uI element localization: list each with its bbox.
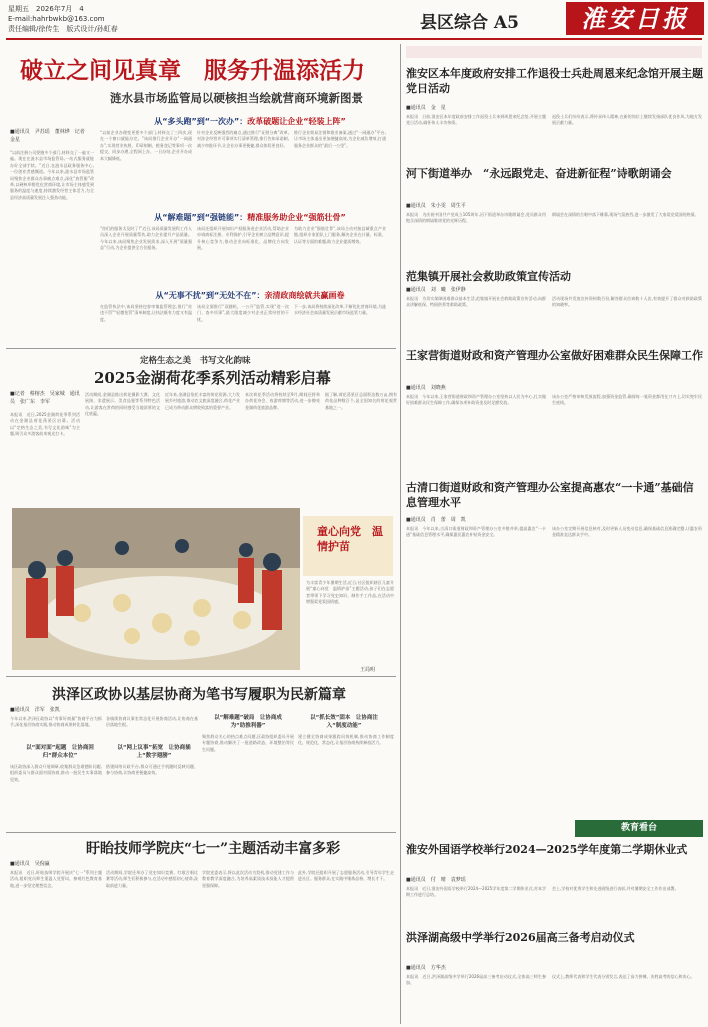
header-rule (6, 38, 702, 40)
section-name: 县区综合 A5 (420, 13, 519, 33)
a7-title: 洪泽湖高级中学举行2026届高三备考启动仪式 (406, 931, 635, 944)
hongze-text-col-2b: 搭建网络议政平台,群众可通过手机随时反映问题、参与协商,让协商更便捷高效。 (106, 764, 198, 776)
a3-title: 范集镇开展社会救助政策宣传活动 (406, 270, 571, 283)
a4-text-col-1: 本报讯 今年以来,王家营街道财政和资产管理办公室坚持以人民为中心,扎实做好困难群众民生保障工作,确保各项补助资金及时足额发放。 (406, 394, 546, 406)
column-divider (400, 44, 401, 1024)
a7-text-col-2: 仪式上,教师代表和学生代表分别发言,表达了奋力拼搏、决胜高考的信心和决心。 (552, 974, 695, 979)
a5-text-col-2: 该办公室定期开展信息核对,及时更新人员变动信息,确保基础信息准确完整,让惠农资金精准直达群众手中。 (552, 526, 702, 538)
lead-text-col-5: “你们的服务太及时了!”近日,该局质量发展科工作人员深入企业开展质量帮扶,助力企业提升产品质量。今年以来,该局聚焦企业发展需求,深入开展“质量强县”行动,为企业提供全方位服务。 (100, 226, 192, 251)
jishi-text-col-4: 此外,学院还组织开展了志愿服务活动,引导青年学生走进社区、服务群众,在实践中锤炼品格、增长才干。 (298, 870, 394, 882)
a2-text-col-1: 本报讯 为庆祝中国共产党成立105周年,河下街道举办诗歌朗诵会,党员群众用饱含深情的朗诵歌颂党的光辉历程。 (406, 212, 546, 224)
hongze-byline: ■通讯员 洋军 张凯 (10, 707, 60, 713)
hongze-title: 洪泽区政协以基层协商为笔书写履职为民新篇章 (52, 687, 346, 703)
a3-text-col-1: 本报讯 为切实保障困难群众基本生活,范集镇开展社会救助政策宣传活动,向群众讲解低保、特困供养等救助政策。 (406, 296, 546, 308)
a2-text-col-2: 朗诵会在深情的合唱中落下帷幕,现场气氛热烈,进一步激发了大家爱党爱国的热情。 (552, 212, 699, 217)
section-tag: 教育看台 (575, 820, 703, 837)
a5-text-col-1: 本报讯 今年以来,古清口街道财政和资产管理办公室多措并举,提高惠农“一卡通”基础信息管理水平,确保惠民惠农补贴资金安全。 (406, 526, 546, 538)
header-editor: 责任编辑/徐传生 版式设计/孙虹春 (8, 25, 118, 33)
lead-band-2 (120, 212, 380, 224)
lotus-text-col-5: 据了解,荷花荡景区总面积达数万亩,拥有荷花品种数百个,是全国知名的荷花观赏基地之一。 (325, 392, 397, 410)
band-1-text: 改革破题让企业“轻装上阵” (247, 117, 346, 126)
a3-byline: ■通讯员 刘 曦 张伊静 (406, 287, 466, 293)
photo-caption-text: 为丰富青少年暑期生活,近日,社区组织辖区儿童开展“童心向党 温情护苗”主题活动,孩子们在志愿者带领下学习党史知识、制作手工作品,在活动中增强爱党爱国情感。 (306, 580, 394, 605)
lotus-text-col-4: 本次荷花季活动将持续至9月,期间还将举办荷花诗会、夜游荷塘等活动,进一步擦亮金湖荷花旅游品牌。 (245, 392, 320, 410)
a5-title: 古清口街道财政和资产管理办公室提高惠农“一卡通”基础信息管理水平 (406, 481, 694, 509)
a4-byline: ■通讯员 刘晓燕 (406, 385, 446, 391)
lotus-byline: ■记者 蔡榕杰 吴家城 通讯员 张广东 李军 (10, 391, 80, 405)
lead-text-col-10: 下一步,该局将持续深化改革,不断优化营商环境,为涟水经济社会高质量发展贡献市场监管力量。 (294, 304, 386, 316)
hongze-subhead-2: 以“网上议事”拓宽 让协商插上“数字翅膀” (117, 745, 191, 759)
jishi-text-col-3: 学院党委表示,将以此次活动为契机,推动党建工作与教育教学深度融合,为培养高素质技术技能人才提供坚强保障。 (202, 870, 294, 888)
right-band (406, 46, 702, 58)
lotus-text-col-2: 活动期间,金湖县推出荷花摄影大赛、文化展演、非遗展示、美食品鉴等系列特色活动,让游客在赏荷的同时感受当地浓厚的文化底蕴。 (85, 392, 160, 417)
hongze-subhead-3: 以“解难题”破局 让协商成为“助推利器” (214, 715, 282, 729)
newspaper-logo: 淮安日报 (566, 2, 704, 35)
lead-text-col-8: 在监管执法中,该局坚持包容审慎监管理念,推行“首违不罚”“轻微免罚”清单制度,让执法既有力度又有温度。 (100, 304, 192, 322)
jishi-text-col-2: 活动期间,学院还举办了党史知识竞赛、红歌合唱比赛等活动,师生们积极参与,在活动中感悟初心使命,汲取前进力量。 (106, 870, 198, 888)
a2-byline: ■通讯员 朱小雯 周生平 (406, 203, 466, 209)
lead-band-3 (120, 290, 380, 302)
lead-text-col-9: 该局全面推行“双随机、一公开”监管,实现“进一次门、查多项事”,最大限度减少对企业正常经营的干扰。 (197, 304, 289, 322)
lead-text-col-4: 推行企业简易注销和歇业备案,通过“一网通办”平台,让市场主体退出更加便捷高效,为企业减负增效,打通服务企业群众的“最后一公里”。 (294, 130, 386, 148)
lotus-kicker: 定格生态之美 书写文化韵味 (140, 356, 251, 366)
issue-date: 星期五 2026年7月 4 (8, 5, 84, 13)
hongze-text-col-4: 建立健全协商成果跟踪问效机制,推动协商工作制度化、规范化、常态化,让基层协商持续释放活力。 (298, 734, 394, 746)
a1-text-col-2: 退役士兵们纷纷表示,将传承伟人精神,在新的岗位上继续发扬部队优良作风,为地方发展贡献力量。 (552, 114, 702, 126)
a6-byline: ■通讯员 付 晴 袁梦瑶 (406, 877, 466, 883)
lead-byline: ■通讯员 尹苏瑶 董林烨 记者 金星 (10, 129, 90, 143)
a1-text-col-1: 本报讯 日前,淮安区本年度政府安排工作退役士兵来到周恩来纪念馆,开展主题党日活动,缅怀伟人丰功伟绩。 (406, 114, 546, 126)
divider-2 (6, 676, 396, 677)
divider-1 (6, 348, 396, 349)
jishi-title: 盱眙技师学院庆“七一”主题活动丰富多彩 (86, 841, 341, 857)
lead-text-col-1: “以前注册公司要跑多个部门,材料交了一遍又一遍。现在在涟水县市场监管局,一站式服务就能办好全部手续。”近日,在涟水县政务服务中心,一位创业者感慨道。今年以来,涟水县市场监管局聚焦企业群众办事痛点难点,深化“放管服”改革,以硬核举措优化营商环境,让市场主体感受到服务的温度与速度,持续激发经营主体活力,为全县经济高质量发展注入强劲动能。 (10, 150, 94, 200)
lead-subtitle: 涟水县市场监管局以硬核担当绘就营商环境新图景 (110, 91, 363, 105)
a6-title: 淮安外国语学校举行2024—2025学年度第二学期休业式 (406, 843, 688, 856)
lead-text-col-2: “以前企业办理变更要多个部门,材料交了三四次,现在一个窗口就能办完。”该局推行企业开办“一网通办”,实现营业执照、印章刻制、税务登记等事项一次提交、同步办理,全程网上办、一日办结,企业开办成本大幅降低。 (100, 130, 192, 161)
a1-byline: ■通讯员 金 星 (406, 105, 446, 111)
hongze-subhead-4: 以“抓长效”固本 让协商注入“制度动能” (310, 715, 378, 729)
hongze-text-col-1a: 今年以来,洪泽区政协以“有事好商量”协商平台为抓手,深化基层协商实践,推动协商成果转化落地。 (10, 716, 102, 728)
lead-band-1 (120, 116, 380, 128)
hongze-subhead-1: 以“面对面”起题 让协商回归“群众本位” (26, 745, 94, 759)
lead-text-col-7: 为助力企业“强筋壮骨”,该局主动对接县域重点产业链,组织专家团队上门服务,解决企业在计量、标准、认证等方面的难题,助力企业提质增效。 (294, 226, 386, 244)
band-3-lead: 从“无事不扰”到“无处不在”： (155, 291, 265, 300)
a4-text-col-2: 该办公室严格审核发放流程,加强资金监管,确保每一笔资金都用在刀刃上,切实兜牢民生底线。 (552, 394, 702, 406)
lead-text-col-3: 针对企业反映强烈的痛点,通过推行“证照分离”改革,对涉企经营许可事项实行清单管理,推行告知承诺制,减少审批环节,让企业办事更便捷,群众体验更良好。 (197, 130, 289, 148)
hongze-text-col-3: 聚焦群众关心的热点难点问题,区政协组织委员开展专题协商,推动解决了一批道路改造、环境整治等民生问题。 (202, 734, 294, 752)
lead-title: 破立之间见真章 服务升温添活力 (20, 57, 365, 84)
a2-title: 河下街道举办 “永远跟党走、奋进新征程”诗歌朗诵会 (406, 167, 672, 180)
children-photo (12, 508, 300, 670)
photo-caption-title: 童心向党 温情护苗 (317, 525, 383, 553)
photo-illustration (12, 508, 300, 670)
jishi-text-col-1: 本报讯 近日,盱眙技师学院开展庆“七一”系列主题活动,组织党员师生重温入党誓词、参观红色教育基地,进一步坚定理想信念。 (10, 870, 102, 888)
photo-caption-author: 王局明 (360, 667, 376, 673)
band-3-text: 亲清政商绘就共赢画卷 (264, 291, 345, 300)
band-2-text: 精准服务助企业“强筋壮骨” (247, 213, 346, 222)
band-1-lead: 从“多头跑”到“一次办”： (154, 117, 248, 126)
lotus-title: 2025金湖荷花季系列活动精彩启幕 (94, 369, 331, 387)
header-meta (8, 4, 118, 34)
photo-caption-box (303, 516, 393, 576)
a6-text-col-2: 会上,学校对优秀学生和先进班级进行表彰,并对暑期安全工作作出部署。 (552, 886, 679, 891)
a4-title: 王家营街道财政和资产管理办公室做好困难群众民生保障工作 (406, 349, 703, 362)
a6-text-col-1: 本报讯 近日,淮安外国语学校举行2024—2025学年度第二学期休业式,对本学期工作进行总结。 (406, 886, 546, 898)
band-2-lead: 从“解难题”到“强链能”： (154, 213, 248, 222)
a1-title: 淮安区本年度政府安排工作退役士兵赴周恩来纪念馆开展主题党日活动 (406, 67, 703, 95)
divider-3 (6, 832, 396, 833)
page-header (0, 0, 708, 38)
jishi-byline: ■通讯员 吴倪赢 (10, 861, 50, 867)
lead-text-col-6: 该局还组织开展知识产权服务进企业活动,帮助企业申请商标注册、专利保护,引导企业树立品牌意识,提升核心竞争力,推动企业向标准化、品牌化方向发展。 (197, 226, 289, 251)
lotus-text-col-1: 本报讯 近日,2025金湖荷花季系列活动在金湖县荷花荡景区启幕。活动以“定格生态之美,书写文化韵味”为主题,吸引众多游客前来观光打卡。 (10, 412, 80, 437)
a5-byline: ■通讯员 肖 蕾 周 凯 (406, 517, 466, 523)
header-email: E-mail:hahrbwkb@163.com (8, 15, 105, 23)
lotus-text-col-3: 近年来,金湖县依托丰富的荷花资源,大力发展乡村旅游,推动农文旅深度融合,荷花产业已成为带动群众增收致富的重要产业。 (165, 392, 240, 410)
hongze-text-col-1b: 该区政协深入群众开展调研,收集群众急难愁盼问题,组织委员与群众面对面协商,推动一批民生实事落地见效。 (10, 764, 102, 782)
a7-text-col-1: 本报讯 近日,洪泽湖高级中学举行2026届高三备考启动仪式,全体高三师生参加。 (406, 974, 546, 986)
hongze-text-col-2a: 各镇街协商议事室常态化开展协商活动,让协商在基层落地生根。 (106, 716, 198, 728)
a3-text-col-2: 活动现场共发放宣传资料数百份,解答群众咨询数十人次,有效提升了群众对救助政策的知晓率。 (552, 296, 702, 308)
a7-byline: ■通讯员 方华杰 (406, 965, 446, 971)
